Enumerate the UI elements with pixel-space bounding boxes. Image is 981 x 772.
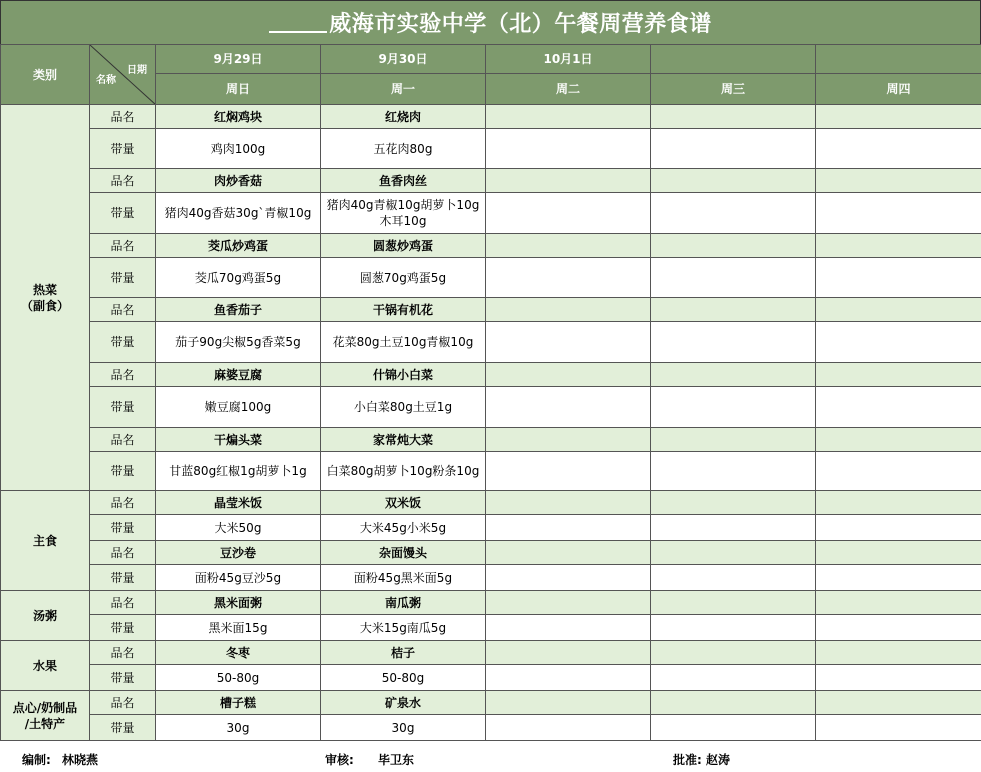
reviewer-label: 审核: [325, 753, 354, 767]
dish-quantity-cell: 黑米面15g [156, 615, 321, 641]
qty-label: 带量 [90, 715, 156, 741]
dish-quantity-cell [651, 129, 816, 169]
name-label: 品名 [90, 363, 156, 387]
dish-name-cell: 黑米面粥 [156, 591, 321, 615]
category-header: 类别 [1, 45, 90, 105]
dish-quantity-cell: 面粉45g黑米面5g [321, 565, 486, 591]
dish-name-cell [816, 691, 981, 715]
day-header: 周一 [321, 74, 486, 105]
dish-name-cell [816, 298, 981, 322]
dish-name-cell [816, 591, 981, 615]
dish-name-cell [816, 234, 981, 258]
dish-name-cell: 肉炒香菇 [156, 169, 321, 193]
dish-quantity-cell: 大米45g小米5g [321, 515, 486, 541]
qty-label: 带量 [90, 193, 156, 234]
dish-name-cell [816, 169, 981, 193]
dish-name-cell [486, 541, 651, 565]
dish-quantity-cell [651, 715, 816, 741]
dish-quantity-cell: 圆葱70g鸡蛋5g [321, 258, 486, 298]
dish-name-cell: 槽子糕 [156, 691, 321, 715]
dish-name-cell: 双米饭 [321, 491, 486, 515]
dish-quantity-cell [816, 129, 981, 169]
category-cell: 汤粥 [1, 591, 90, 641]
dish-name-cell [486, 641, 651, 665]
dish-name-cell [816, 491, 981, 515]
dish-name-cell: 干煸头菜 [156, 428, 321, 452]
dish-name-cell [651, 591, 816, 615]
qty-label: 带量 [90, 515, 156, 541]
title-underline [269, 13, 327, 33]
dish-name-cell: 什锦小白菜 [321, 363, 486, 387]
dish-name-cell: 冬枣 [156, 641, 321, 665]
dish-name-cell: 杂面馒头 [321, 541, 486, 565]
dish-name-cell [651, 234, 816, 258]
diagonal-header-cell [90, 45, 156, 105]
name-label: 品名 [90, 234, 156, 258]
category-cell: 主食 [1, 491, 90, 591]
dish-name-cell [816, 541, 981, 565]
dish-quantity-cell: 花菜80g土豆10g青椒10g [321, 322, 486, 363]
editor-name: 林晓燕 [62, 753, 99, 767]
dish-quantity-cell [816, 322, 981, 363]
dish-name-cell: 南瓜粥 [321, 591, 486, 615]
dish-quantity-cell [816, 193, 981, 234]
dish-quantity-cell: 猪肉40g香菇30g`青椒10g [156, 193, 321, 234]
date-header: 9月30日 [321, 45, 486, 74]
dish-quantity-cell [816, 515, 981, 541]
dish-name-cell: 鱼香肉丝 [321, 169, 486, 193]
dish-quantity-cell [651, 665, 816, 691]
dish-name-cell: 家常炖大菜 [321, 428, 486, 452]
dish-quantity-cell: 大米15g南瓜5g [321, 615, 486, 641]
dish-quantity-cell [651, 565, 816, 591]
approver-name: 赵涛 [706, 753, 731, 767]
dish-quantity-cell: 30g [156, 715, 321, 741]
qty-label: 带量 [90, 258, 156, 298]
diag-date-label: 日期 [127, 65, 147, 76]
name-label: 品名 [90, 298, 156, 322]
date-header: 9月29日 [156, 45, 321, 74]
dish-name-cell: 红焖鸡块 [156, 105, 321, 129]
dish-quantity-cell [816, 565, 981, 591]
dish-name-cell [816, 363, 981, 387]
dish-quantity-cell: 鸡肉100g [156, 129, 321, 169]
dish-quantity-cell [486, 129, 651, 169]
dish-name-cell: 圆葱炒鸡蛋 [321, 234, 486, 258]
dish-name-cell [486, 591, 651, 615]
qty-label: 带量 [90, 129, 156, 169]
dish-quantity-cell [486, 715, 651, 741]
dish-name-cell [651, 363, 816, 387]
dish-name-cell [651, 541, 816, 565]
approver-label: 批准: [673, 753, 702, 767]
dish-quantity-cell [816, 387, 981, 428]
dish-name-cell: 豆沙卷 [156, 541, 321, 565]
dish-name-cell: 茭瓜炒鸡蛋 [156, 234, 321, 258]
name-label: 品名 [90, 491, 156, 515]
dish-quantity-cell [816, 715, 981, 741]
dish-name-cell [486, 298, 651, 322]
dish-quantity-cell [486, 193, 651, 234]
dish-quantity-cell: 甘蓝80g红椒1g胡萝卜1g [156, 452, 321, 491]
dish-name-cell: 矿泉水 [321, 691, 486, 715]
dish-name-cell [486, 105, 651, 129]
menu-table [0, 44, 981, 741]
dish-quantity-cell: 面粉45g豆沙5g [156, 565, 321, 591]
day-header: 周日 [156, 74, 321, 105]
dish-quantity-cell [486, 515, 651, 541]
dish-name-cell [486, 428, 651, 452]
name-label: 品名 [90, 591, 156, 615]
dish-quantity-cell [486, 565, 651, 591]
qty-label: 带量 [90, 387, 156, 428]
category-cell: 水果 [1, 641, 90, 691]
dish-name-cell: 鱼香茄子 [156, 298, 321, 322]
dish-quantity-cell: 猪肉40g青椒10g胡萝卜10g木耳10g [321, 193, 486, 234]
dish-quantity-cell [486, 615, 651, 641]
dish-name-cell: 晶莹米饭 [156, 491, 321, 515]
dish-name-cell [651, 641, 816, 665]
signature-footer [0, 747, 981, 772]
dish-name-cell [486, 691, 651, 715]
dish-quantity-cell: 嫩豆腐100g [156, 387, 321, 428]
name-label: 品名 [90, 541, 156, 565]
dish-name-cell [486, 234, 651, 258]
name-label: 品名 [90, 105, 156, 129]
category-cell: 热菜 （副食） [1, 105, 90, 491]
qty-label: 带量 [90, 322, 156, 363]
dish-quantity-cell [816, 615, 981, 641]
dish-quantity-cell [486, 258, 651, 298]
dish-name-cell [651, 298, 816, 322]
dish-quantity-cell: 30g [321, 715, 486, 741]
dish-quantity-cell [486, 665, 651, 691]
dish-quantity-cell: 大米50g [156, 515, 321, 541]
editor-label: 编制: [22, 753, 51, 767]
dish-name-cell [486, 491, 651, 515]
dish-quantity-cell [651, 322, 816, 363]
name-label: 品名 [90, 641, 156, 665]
dish-name-cell [651, 169, 816, 193]
dish-quantity-cell: 五花肉80g [321, 129, 486, 169]
name-label: 品名 [90, 691, 156, 715]
dish-quantity-cell [651, 258, 816, 298]
day-header: 周三 [651, 74, 816, 105]
dish-name-cell: 红烧肉 [321, 105, 486, 129]
dish-quantity-cell [651, 387, 816, 428]
dish-quantity-cell: 茭瓜70g鸡蛋5g [156, 258, 321, 298]
dish-quantity-cell [486, 387, 651, 428]
name-label: 品名 [90, 169, 156, 193]
dish-name-cell: 麻婆豆腐 [156, 363, 321, 387]
dish-name-cell [816, 105, 981, 129]
title-text: 威海市实验中学（北）午餐周营养食谱 [329, 12, 712, 37]
day-header: 周四 [816, 74, 981, 105]
qty-label: 带量 [90, 565, 156, 591]
dish-name-cell [651, 428, 816, 452]
reviewer-name: 毕卫东 [378, 753, 415, 767]
date-header: 10月1日 [486, 45, 651, 74]
dish-quantity-cell [651, 515, 816, 541]
dish-quantity-cell [486, 452, 651, 491]
dish-quantity-cell: 白菜80g胡萝卜10g粉条10g [321, 452, 486, 491]
day-header: 周二 [486, 74, 651, 105]
qty-label: 带量 [90, 615, 156, 641]
dish-name-cell: 干锅有机花 [321, 298, 486, 322]
date-header [651, 45, 816, 74]
dish-quantity-cell: 50-80g [156, 665, 321, 691]
dish-name-cell: 桔子 [321, 641, 486, 665]
name-label: 品名 [90, 428, 156, 452]
category-cell: 点心/奶制品 /土特产 [1, 691, 90, 741]
dish-quantity-cell: 50-80g [321, 665, 486, 691]
dish-quantity-cell [486, 322, 651, 363]
dish-name-cell [486, 169, 651, 193]
dish-quantity-cell [816, 452, 981, 491]
dish-name-cell [651, 491, 816, 515]
dish-name-cell [651, 691, 816, 715]
qty-label: 带量 [90, 665, 156, 691]
dish-quantity-cell [816, 258, 981, 298]
dish-name-cell [486, 363, 651, 387]
dish-quantity-cell: 茄子90g尖椒5g香菜5g [156, 322, 321, 363]
dish-quantity-cell: 小白菜80g土豆1g [321, 387, 486, 428]
qty-label: 带量 [90, 452, 156, 491]
dish-quantity-cell [651, 193, 816, 234]
dish-name-cell [816, 428, 981, 452]
diag-name-label: 名称 [96, 75, 116, 86]
dish-quantity-cell [651, 615, 816, 641]
date-header [816, 45, 981, 74]
dish-quantity-cell [816, 665, 981, 691]
dish-name-cell [816, 641, 981, 665]
dish-quantity-cell [651, 452, 816, 491]
sheet-title [0, 0, 981, 45]
dish-name-cell [651, 105, 816, 129]
